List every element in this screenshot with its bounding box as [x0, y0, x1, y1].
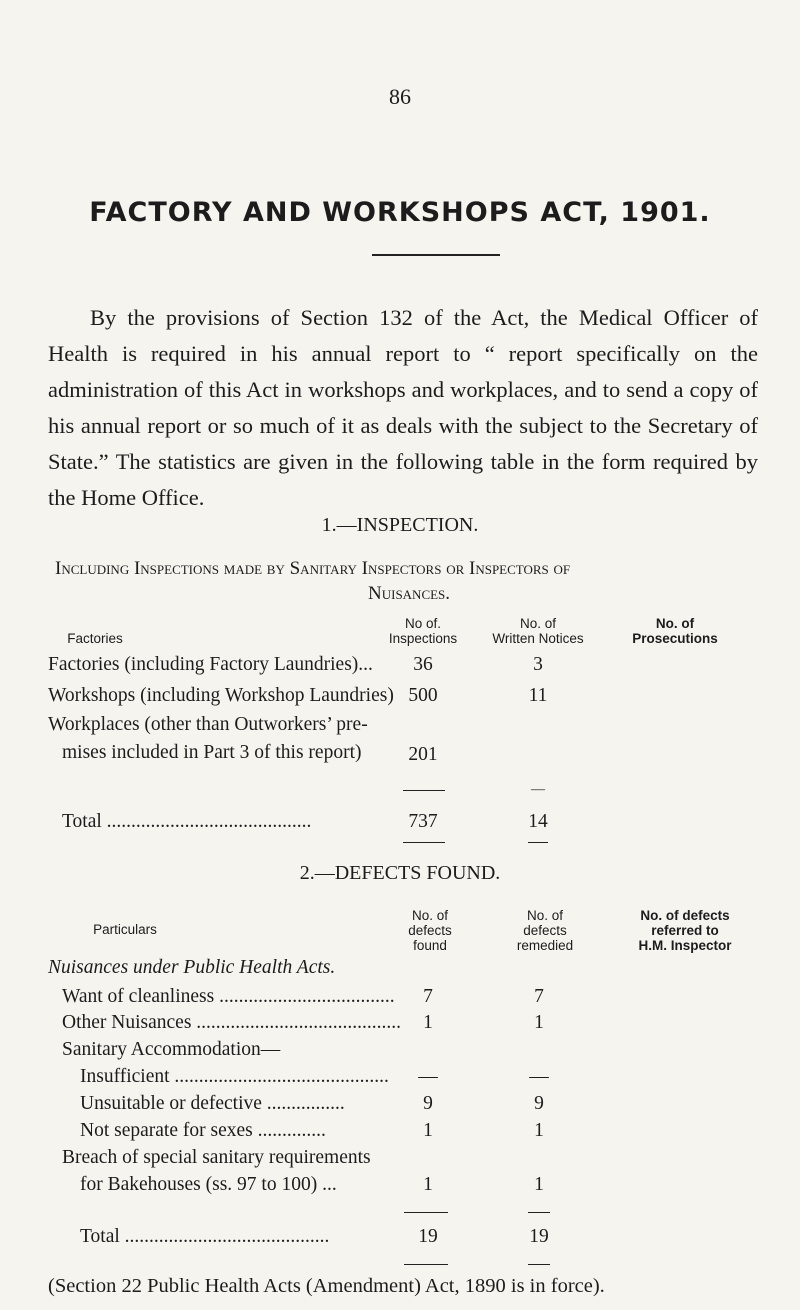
defects-row-label: Unsuitable or defective ................ [80, 1093, 345, 1114]
defects-row-remedied: 1 [534, 1120, 544, 1141]
defects-total-found: 19 [418, 1226, 438, 1247]
intro-paragraph: By the provisions of Section 132 of the Act, the Medical Officer of Health is required in his annual report to “ report specifically on the administration of this Act in workshops and workplaces, and to send a copy of his annual report or so much of it as deals with the subject to the Secretary of State.” The statistics are given in the following table in the form required by the Home Office. [48, 305, 758, 510]
inspection-row-factories-inspections: 36 [413, 654, 433, 675]
defects-row-remedied: 7 [534, 986, 544, 1007]
inspection-col-prosecutions: No. of Prosecutions [632, 616, 718, 646]
inspection-total-notices: 14 [528, 811, 548, 832]
inspection-col-inspections: No of. Inspections [388, 616, 458, 646]
inspection-row-workshops-label: Workshops (including Workshop Laundries) [48, 685, 394, 706]
defects-col-referred: No. of defects referred to H.M. Inspector [638, 908, 732, 953]
inspection-row-workplaces-label-1: Workplaces (other than Outworkers’ pre- [48, 714, 368, 735]
inspection-subheading-line1: Including Inspections made by Sanitary Inspectors or Inspectors of [55, 558, 571, 579]
defects-row-label: Breach of special sanitary requirements [62, 1147, 371, 1168]
inspection-total-label: Total .......................................... [62, 811, 312, 832]
inspection-subheading-line2: Nuisances. [368, 583, 451, 604]
defects-col-particulars: Particulars [93, 922, 157, 937]
defects-row-remedied: 1 [534, 1012, 544, 1033]
defects-heading: 2.—DEFECTS FOUND. [299, 862, 501, 884]
defects-row-found: 9 [423, 1093, 433, 1114]
defects-row-found: 1 [423, 1012, 433, 1033]
defects-row-label: Not separate for sexes .............. [80, 1120, 326, 1141]
defects-total-rule [404, 1264, 448, 1265]
defects-total-rule-2 [528, 1264, 550, 1265]
footnote: (Section 22 Public Health Acts (Amendment) Act, 1890 is in force). [48, 1275, 605, 1297]
defects-row-found: 1 [423, 1120, 433, 1141]
defects-subtotal-rule [404, 1212, 448, 1213]
inspection-row-workshops-notices: 11 [528, 685, 548, 706]
inspection-subheading [55, 556, 775, 606]
defects-total-label: Total .......................................... [80, 1226, 330, 1247]
inspection-row-workshops-inspections: 500 [408, 685, 438, 706]
defects-row-remedied: 1 [534, 1174, 544, 1195]
inspection-row-workplaces-label-2: mises included in Part 3 of this report) [62, 742, 362, 763]
defects-subtotal-rule-2 [528, 1212, 550, 1213]
defects-row-label: Other Nuisances .......................................... [62, 1012, 402, 1033]
defects-row-found: — [418, 1066, 438, 1087]
inspection-row-workplaces-inspections: 201 [408, 744, 438, 765]
inspection-row-workplaces-notices: — [531, 782, 545, 797]
defects-group-heading: Nuisances under Public Health Acts. [48, 957, 336, 978]
defects-total-remedied: 19 [529, 1226, 549, 1247]
inspection-subtotal-rule [403, 790, 445, 791]
defects-row-label: Sanitary Accommodation— [62, 1039, 281, 1060]
inspection-row-factories-notices: 3 [533, 654, 543, 675]
defects-row-label: Insufficient ............................................ [80, 1066, 389, 1087]
page-title: FACTORY AND WORKSHOPS ACT, 1901. [89, 197, 711, 228]
defects-row-label: for Bakehouses (ss. 97 to 100) ... [80, 1174, 337, 1195]
defects-row-found: 1 [423, 1174, 433, 1195]
defects-col-remedied: No. of defects remedied [516, 908, 574, 953]
inspection-total-rule-2 [528, 842, 548, 843]
page-number: 86 [389, 84, 411, 109]
defects-row-label: Want of cleanliness .................................... [62, 986, 395, 1007]
defects-row-remedied: 9 [534, 1093, 544, 1114]
inspection-row-factories-label: Factories (including Factory Laundries)... [48, 654, 373, 675]
defects-row-remedied: — [529, 1066, 549, 1087]
inspection-total-inspections: 737 [408, 811, 438, 832]
defects-col-found: No. of defects found [408, 908, 452, 953]
inspection-heading: 1.—INSPECTION. [321, 514, 479, 536]
inspection-col-factories: Factories [67, 631, 123, 646]
title-divider [372, 254, 500, 256]
inspection-total-rule [403, 842, 445, 843]
inspection-col-notices: No. of Written Notices [492, 616, 584, 646]
defects-row-found: 7 [423, 986, 433, 1007]
